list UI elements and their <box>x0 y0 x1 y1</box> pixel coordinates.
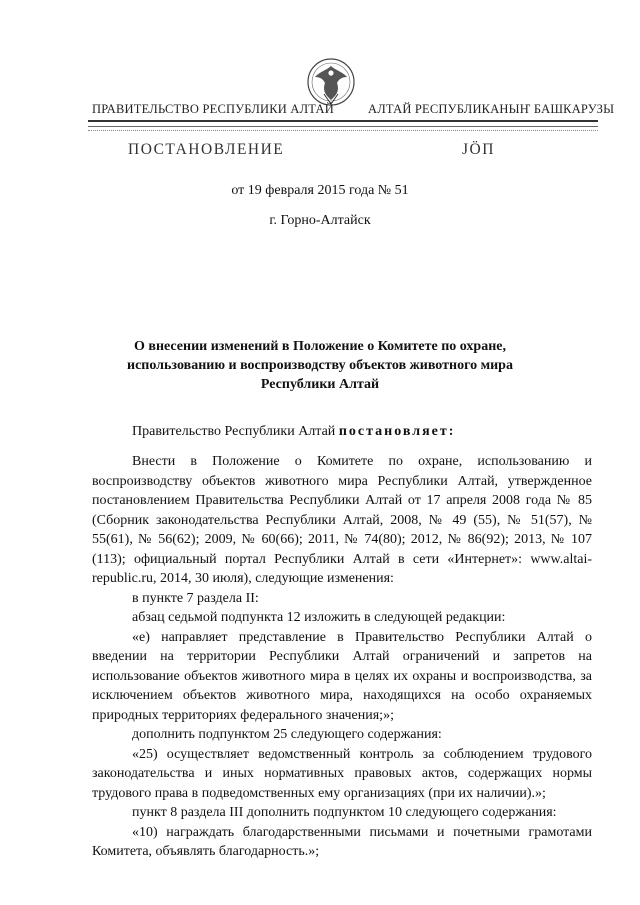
document-body <box>92 452 592 862</box>
paragraph: в пункте 7 раздела II: <box>132 590 259 606</box>
title-line: использованию и воспроизводству объектов животного мира <box>127 358 513 373</box>
gov-verb: постановляет: <box>338 424 456 439</box>
header-rule-dotted <box>88 130 598 131</box>
paragraph: «25) осуществляет ведомственный контроль за соблюдением трудового законодательства и иных нормативных правовых актов, содержащих нормы трудового права в подведомственных ему организациях (при их наличии).»; <box>92 746 592 801</box>
government-decree-line <box>132 424 455 440</box>
paragraph: «е) направляет представление в Правительство Республики Алтай о введении на территории Республики Алтай ограничений и запретов на использование объектов животного мира в целях их охраны и воспроизводства, за исключением объектов животного мира, находящихся на особо охраняемых природных территориях федерального значения;»; <box>92 629 592 723</box>
paragraph: «10) награждать благодарственными письмами и почетными грамотами Комитета, объявлять благодарность.»; <box>92 824 592 859</box>
paragraph: Внести в Положение о Комитете по охране, использованию и воспроизводству объектов животного мира Республики Алтай, утвержденное постановлением Правительства Республики Алтай от 17 апреля 2008 года № 85 (Сборник законодательства Республики Алтай, 2008, № 49 (55), № 51(57), № 55(61), № 56(62); 2009, № 60(66); 2011, № 74(80); 2012, № 86(92); 2013, № 107 (113); официальный портал Республики Алтай в сети «Интернет»: www.altai-republic.ru, 2014, 30 июля), следующие изменения: <box>92 454 592 586</box>
paragraph: пункт 8 раздела III дополнить подпунктом 10 следующего содержания: <box>132 805 557 820</box>
header-right-text: АЛТАЙ РЕСПУБЛИКАНЫҤ БАШКАРУЗЫ <box>368 102 615 116</box>
doc-type-altai: JÖП <box>462 141 495 158</box>
document-city: г. Горно-Алтайск <box>269 213 371 228</box>
paragraph: дополнить подпунктом 25 следующего содержания: <box>132 727 442 742</box>
title-line: О внесении изменений в Положение о Комитете по охране, <box>134 339 506 354</box>
doc-type-russian: ПОСТАНОВЛЕНИЕ <box>128 141 285 158</box>
document-date-number: от 19 февраля 2015 года № 51 <box>231 183 409 198</box>
header-left-text: ПРАВИТЕЛЬСТВО РЕСПУБЛИКИ АЛТАЙ <box>92 102 334 116</box>
header-rule-thin <box>88 126 598 127</box>
gov-intro: Правительство Республики Алтай <box>132 424 336 439</box>
paragraph: абзац седьмой подпункта 12 изложить в следующей редакции: <box>132 610 506 625</box>
title-line: Республики Алтай <box>260 377 380 392</box>
document-title <box>100 337 540 394</box>
header-rule-thick <box>88 120 598 122</box>
